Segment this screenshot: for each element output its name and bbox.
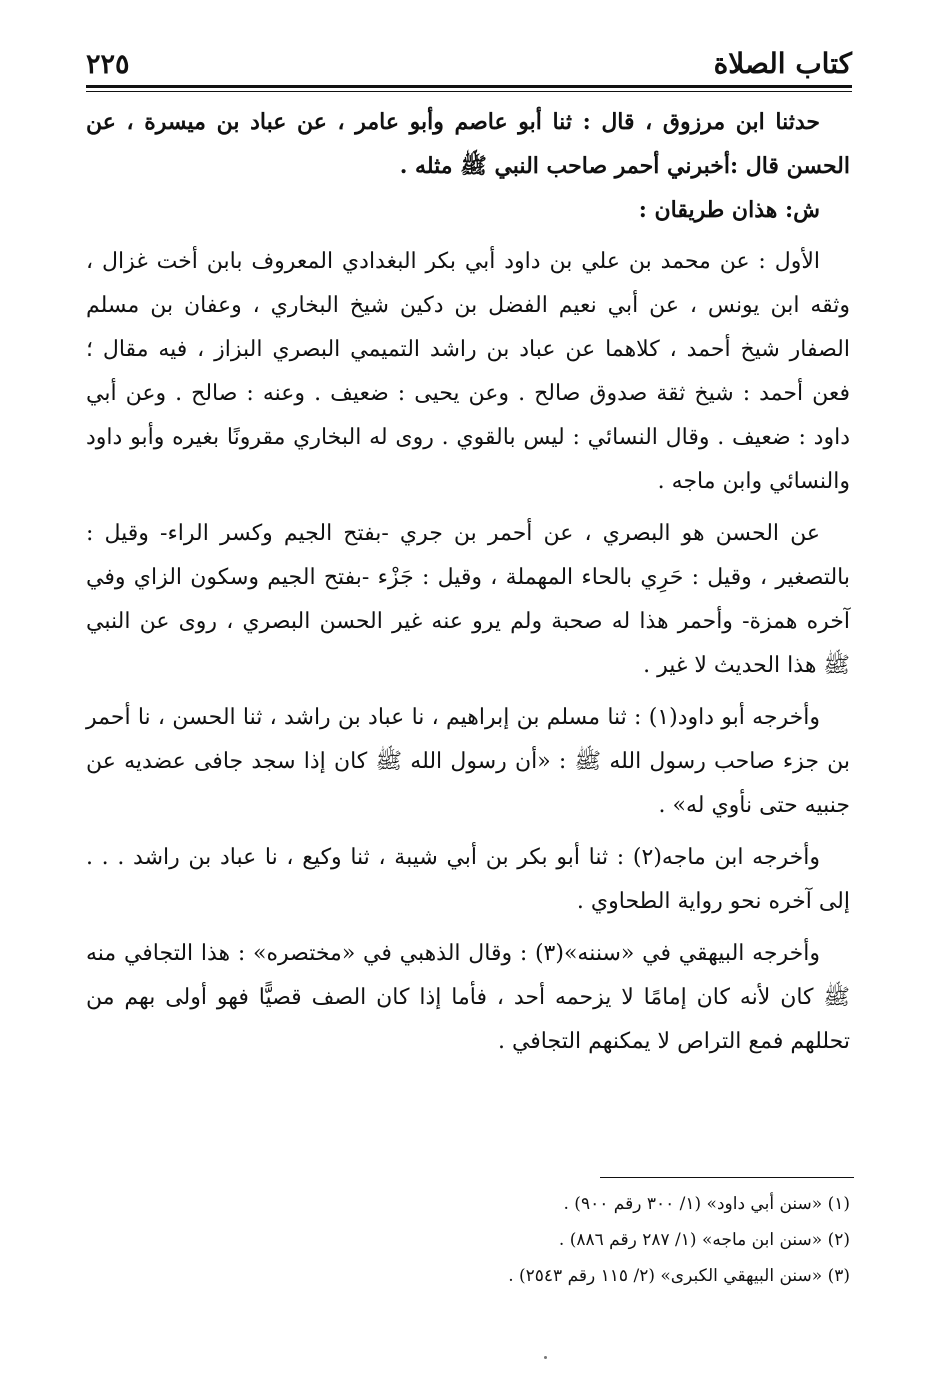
header-rule-thin (86, 91, 852, 92)
bayhaqi-paragraph: وأخرجه البيهقي في «سننه»(٣) : وقال الذهبي في «مختصره» : هذا التجافي منه ﷺ كان لأنه كان إمامًا لا يزحمه أحد ، فأما إذا كان الصف قصيًّا فهو أولى بهم من تحللهم فمع التراص لا يمكنهم التجافي . (86, 941, 850, 1054)
page-speck (544, 1356, 547, 1359)
ibn-majah-paragraph: وأخرجه ابن ماجه(٢) : ثنا أبو بكر بن أبي شيبة ، ثنا وكيع ، نا عباد بن راشد . . . إلى آخره نحو رواية الطحاوي . (86, 845, 850, 914)
body-text (86, 100, 850, 1064)
footnotes (86, 1186, 850, 1294)
running-header (86, 40, 852, 80)
hadith-paragraph: حدثنا ابن مرزوق ، قال : ثنا أبو عاصم وأبو عامر ، عن عباد بن ميسرة ، عن الحسن قال :أخبرني أحمر صاحب النبي ﷺ مثله . (86, 109, 850, 179)
footnote-2: (٢) «سنن ابن ماجه» (١/ ٢٨٧ رقم ٨٨٦) . (558, 1230, 850, 1250)
chapter-title: كتاب الصلاة (713, 47, 852, 80)
commentary-heading: ش: هذان طريقان : (638, 197, 820, 223)
footnote-1: (١) «سنن أبي داود» (١/ ٣٠٠ رقم ٩٠٠) . (563, 1194, 850, 1214)
footnote-separator (600, 1177, 854, 1178)
footnote-3: (٣) «سنن البيهقي الكبرى» (٢/ ١١٥ رقم ٢٥٤٣) . (508, 1266, 850, 1286)
header-rule-thick (86, 85, 852, 88)
abu-dawud-paragraph: وأخرجه أبو داود(١) : ثنا مسلم بن إبراهيم ، نا عباد بن راشد ، ثنا الحسن ، نا أحمر بن جزء صاحب رسول الله ﷺ : «أن رسول الله ﷺ كان إذا سجد جافى عضديه عن جنبيه حتى نأوي له» . (86, 705, 850, 818)
page-number: ٢٢٥ (86, 49, 130, 80)
first-chain-paragraph: الأول : عن محمد بن علي بن داود أبي بكر البغدادي المعروف بابن أخت غزال ، وثقه ابن يونس ، عن أبي نعيم الفضل بن دكين شيخ البخاري ، وعفان بن مسلم الصفار شيخ أحمد ، كلاهما عن عباد بن راشد التميمي البصري البزاز ، فيه مقال ؛ فعن أحمد : شيخ ثقة صدوق صالح . وعن يحيى : ضعيف . وعنه : صالح . وعن أبي داود : ضعيف . وقال النسائي : ليس بالقوي . روى له البخاري مقرونًا بغيره وأبو داود والنسائي وابن ماجه . (86, 249, 850, 494)
narrator-paragraph: عن الحسن هو البصري ، عن أحمر بن جري -بفتح الجيم وكسر الراء- وقيل : بالتصغير ، وقيل : حَرِي بالحاء المهملة ، وقيل : جَزْء -بفتح الجيم وسكون الزاي وفي آخره همزة- وأحمر هذا له صحبة ولم يرو عنه غير الحسن البصري ، روى عن النبي ﷺ هذا الحديث لا غير . (86, 521, 850, 678)
